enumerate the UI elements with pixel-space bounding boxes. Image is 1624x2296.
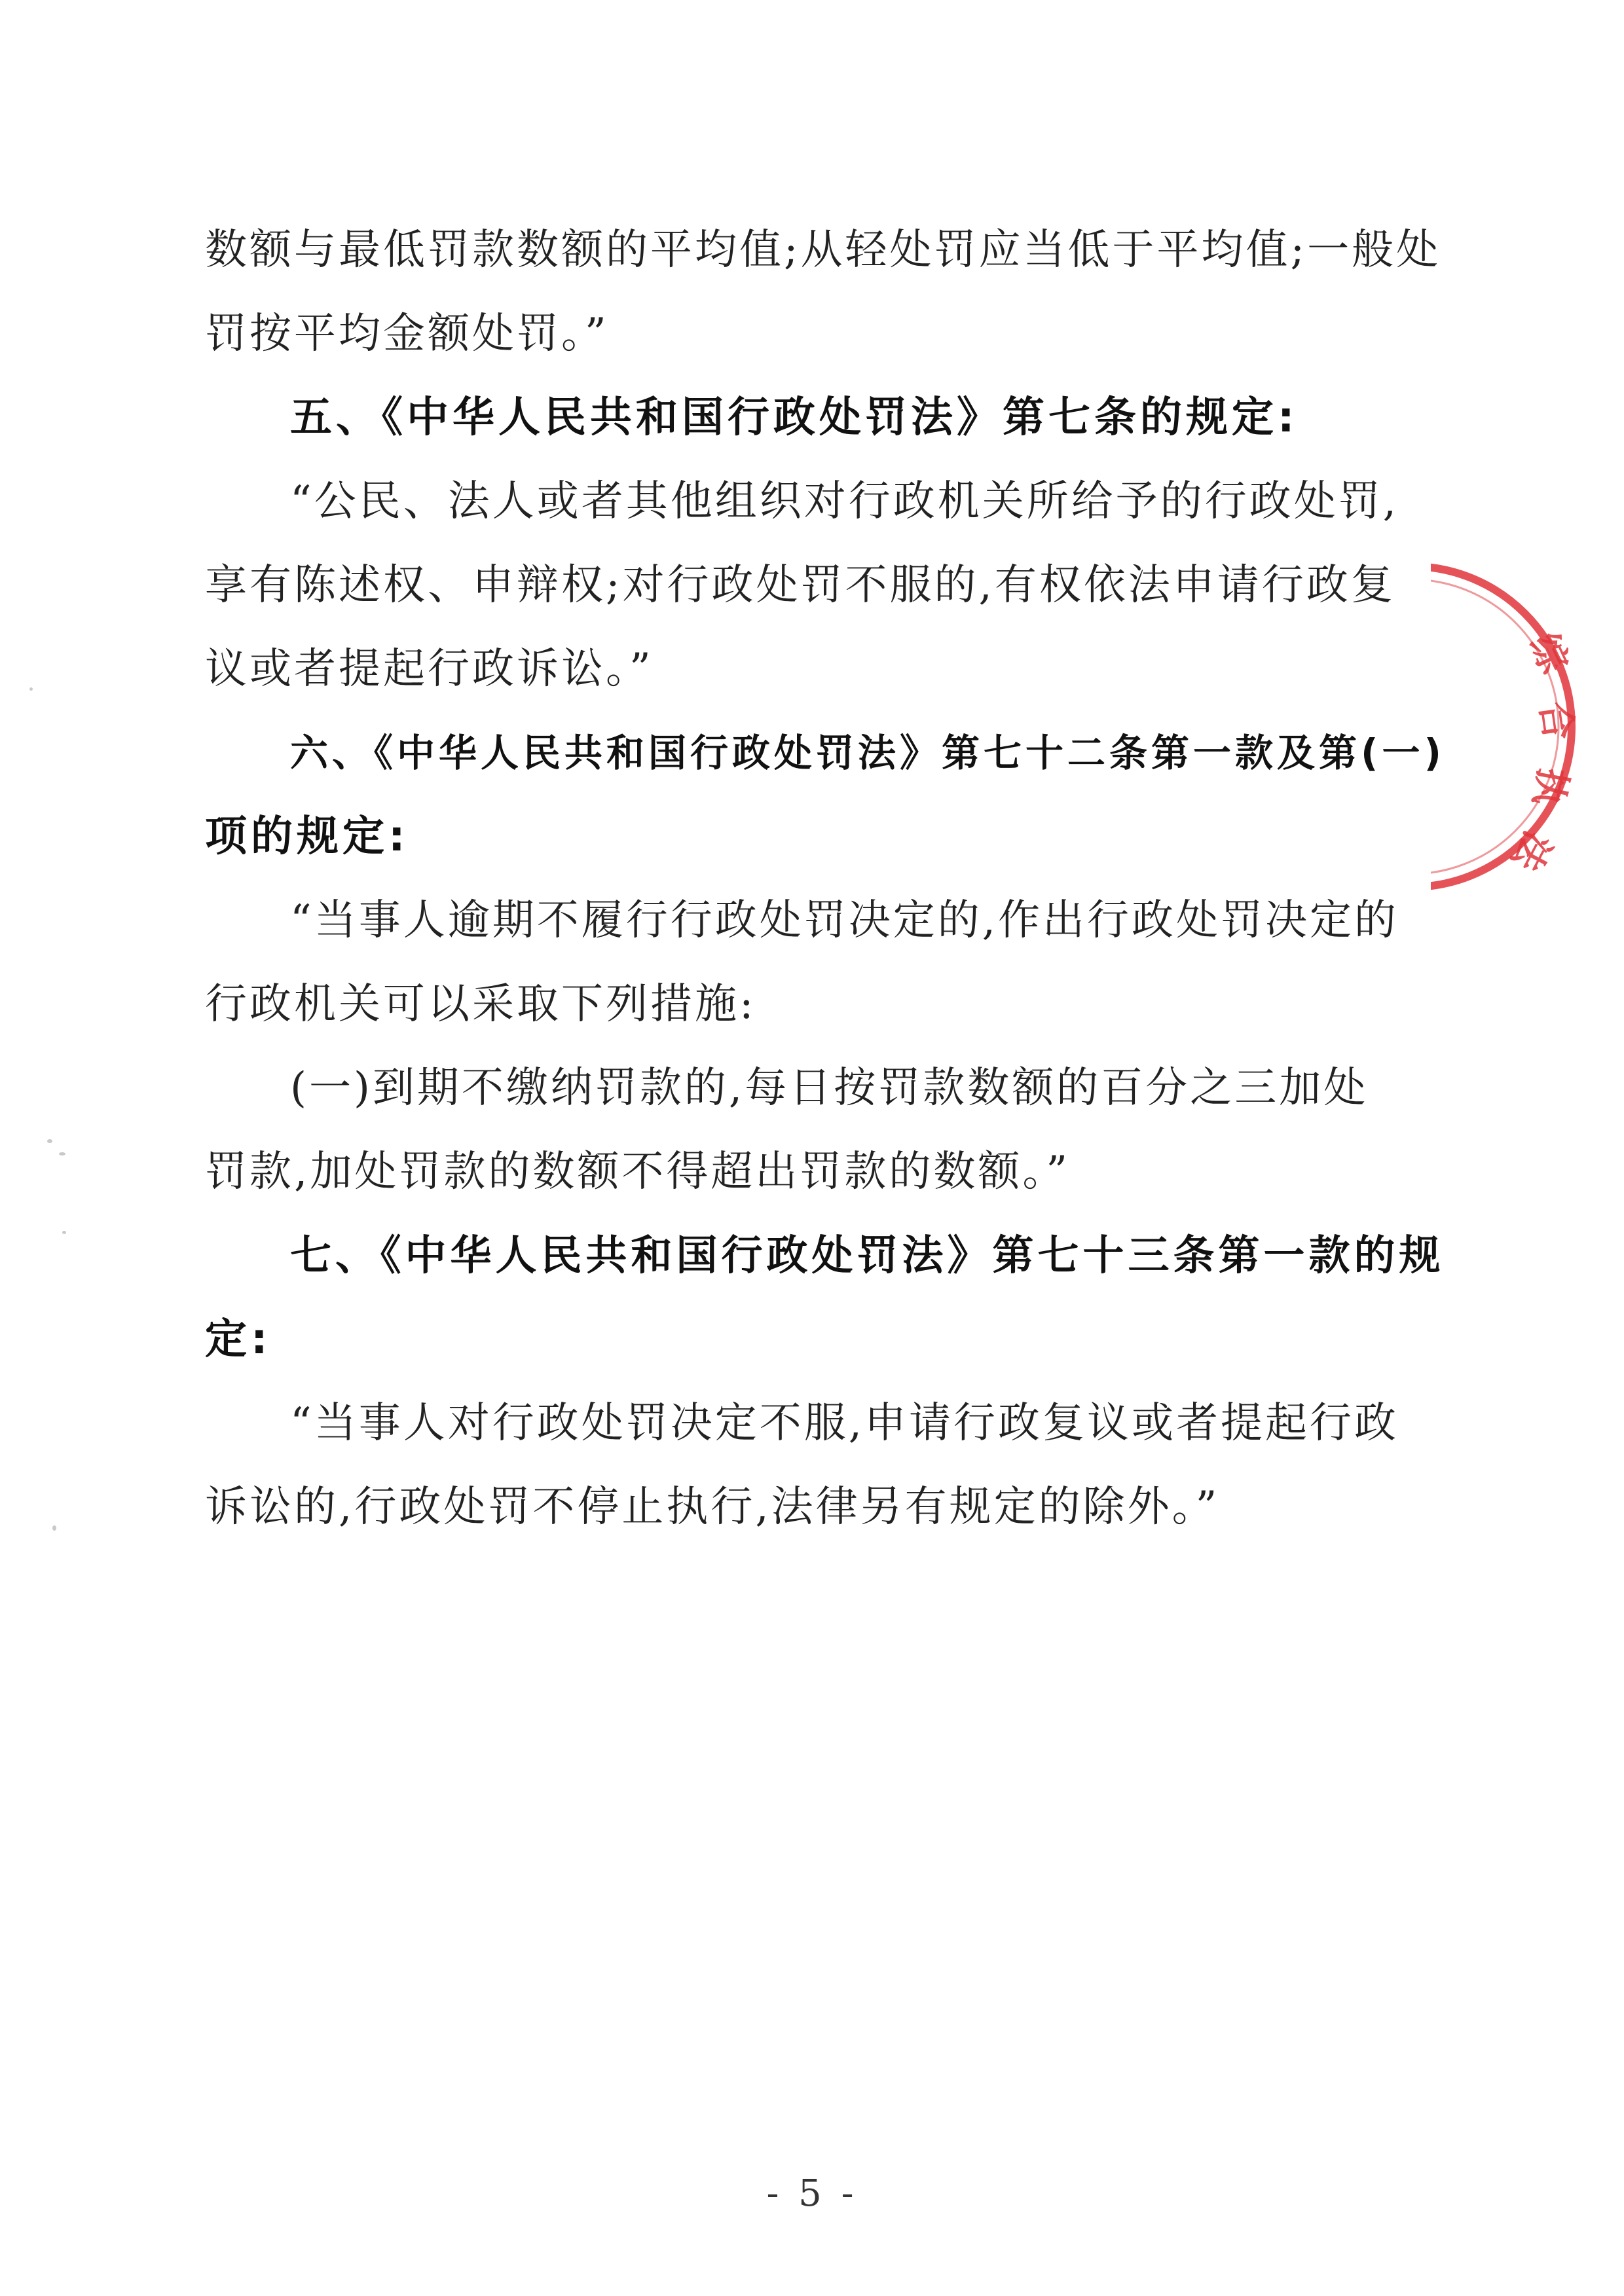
section-heading: 定: <box>205 1315 272 1364</box>
section-heading: 七、《中华人民共和国行政处罚法》第七十三条第一款的规 <box>290 1231 1445 1279</box>
document-body <box>205 208 1450 1549</box>
quoted-clause-line: “当事人对行政处罚决定不服,申请行政复议或者提起行政 <box>290 1399 1399 1448</box>
scan-speck <box>47 1139 52 1143</box>
quoted-clause-line: “公民、法人或者其他组织对行政机关所给予的行政处罚, <box>290 477 1399 526</box>
scan-speck <box>59 1152 65 1156</box>
quoted-clause-line: “当事人逾期不履行行政处罚决定的,作出行政处罚决定的 <box>290 896 1399 945</box>
svg-text:法: 法 <box>1503 824 1560 879</box>
seal-graphic <box>1431 550 1624 903</box>
page-number: - 5 - <box>766 2172 858 2215</box>
scan-speck <box>62 1231 66 1234</box>
section-heading: 六、《中华人民共和国行政处罚法》第七十二条第一款及第(一) <box>290 731 1446 775</box>
body-line: 数额与最低罚款数额的平均值;从轻处罚应当低于平均值;一般处 <box>205 226 1441 274</box>
official-seal-stamp <box>1431 550 1624 903</box>
quoted-clause-line: 行政机关可以采取下列措施: <box>205 980 756 1029</box>
svg-text:综: 综 <box>1521 627 1578 680</box>
quoted-clause-line: (一)到期不缴纳罚款的,每日按罚款数额的百分之三加处 <box>290 1064 1369 1112</box>
scan-speck <box>29 687 33 691</box>
scan-speck <box>52 1525 56 1531</box>
section-heading: 项的规定: <box>205 812 409 861</box>
quoted-clause-line: 议或者提起行政诉讼。” <box>205 645 654 693</box>
svg-text:合: 合 <box>1532 699 1581 743</box>
svg-text:执: 执 <box>1525 764 1576 810</box>
quoted-clause-line: 罚款,加处罚款的数额不得超出罚款的数额。” <box>205 1148 1071 1196</box>
quoted-clause-line: 享有陈述权、申辩权;对行政处罚不服的,有权依法申请行政复 <box>205 561 1395 610</box>
quoted-clause-line: 诉讼的,行政处罚不停止执行,法律另有规定的除外。” <box>205 1483 1220 1531</box>
section-heading: 五、《中华人民共和国行政处罚法》第七条的规定: <box>290 393 1299 442</box>
body-line: 罚按平均金额处罚。” <box>205 310 609 358</box>
